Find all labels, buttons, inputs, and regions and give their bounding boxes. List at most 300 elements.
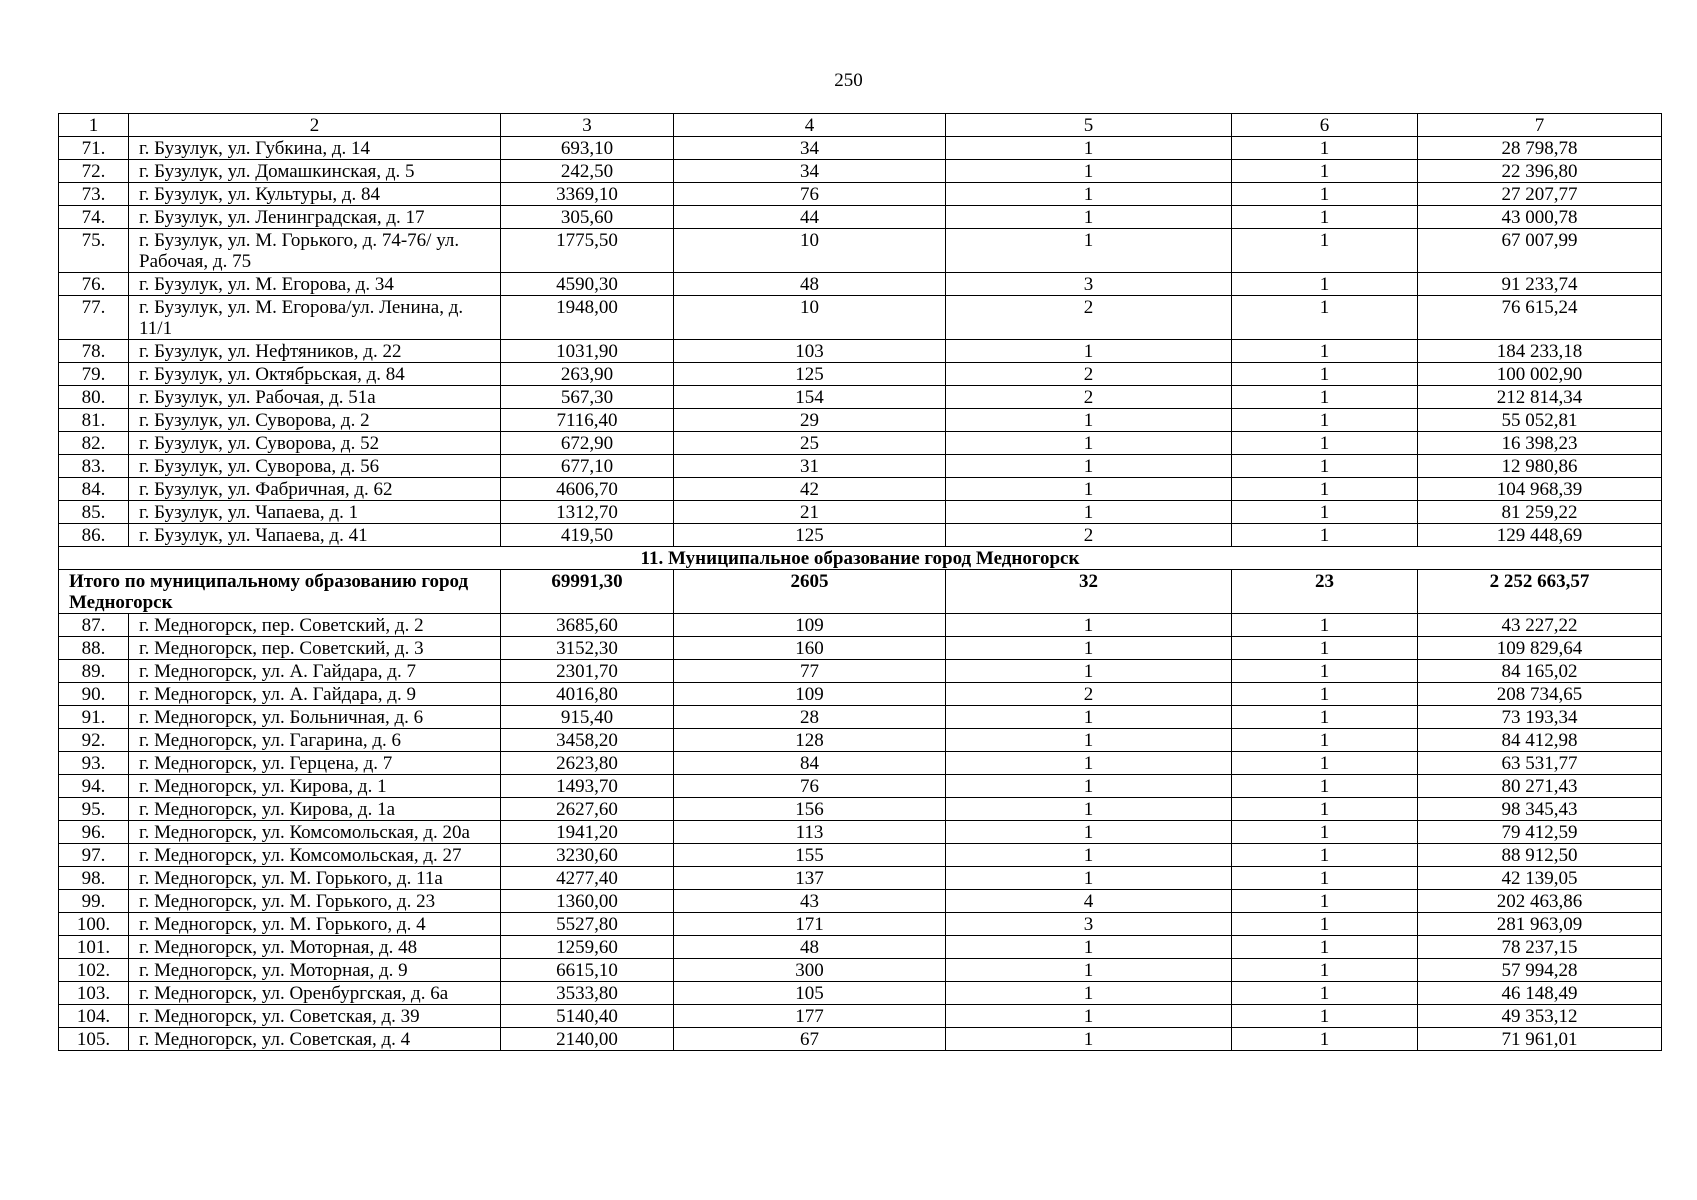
amount-cell: 98 345,43 xyxy=(1418,798,1662,821)
column-number: 1 xyxy=(59,114,129,137)
table-row xyxy=(59,455,1662,478)
address-cell: г. Бузулук, ул. Суворова, д. 56 xyxy=(129,455,501,478)
table-row xyxy=(59,273,1662,296)
col4-cell: 109 xyxy=(674,683,946,706)
table-row xyxy=(59,206,1662,229)
col5-cell: 1 xyxy=(946,798,1232,821)
table-row xyxy=(59,409,1662,432)
address-cell: г. Медногорск, ул. М. Горького, д. 23 xyxy=(129,890,501,913)
row-number: 95. xyxy=(59,798,129,821)
col6-cell: 1 xyxy=(1232,729,1418,752)
area-cell: 4590,30 xyxy=(501,273,674,296)
col4-cell: 171 xyxy=(674,913,946,936)
col4-cell: 76 xyxy=(674,775,946,798)
col5-cell: 1 xyxy=(946,1028,1232,1051)
table-row xyxy=(59,432,1662,455)
col6-cell: 1 xyxy=(1232,752,1418,775)
amount-cell: 67 007,99 xyxy=(1418,229,1662,273)
col4-cell: 177 xyxy=(674,1005,946,1028)
address-cell: г. Медногорск, ул. Оренбургская, д. 6а xyxy=(129,982,501,1005)
table-body xyxy=(59,114,1662,1051)
col6-cell: 1 xyxy=(1232,386,1418,409)
row-number: 96. xyxy=(59,821,129,844)
area-cell: 672,90 xyxy=(501,432,674,455)
page-number: 250 xyxy=(834,70,863,91)
col5-cell: 1 xyxy=(946,706,1232,729)
col5-cell: 1 xyxy=(946,982,1232,1005)
table-row xyxy=(59,340,1662,363)
col6-cell: 1 xyxy=(1232,890,1418,913)
amount-cell: 208 734,65 xyxy=(1418,683,1662,706)
section-heading-row xyxy=(59,547,1662,570)
row-number: 81. xyxy=(59,409,129,432)
row-number: 72. xyxy=(59,160,129,183)
col4-cell: 128 xyxy=(674,729,946,752)
table-row xyxy=(59,1028,1662,1051)
row-number: 90. xyxy=(59,683,129,706)
col5-cell: 2 xyxy=(946,386,1232,409)
table-row xyxy=(59,524,1662,547)
table-row xyxy=(59,478,1662,501)
total-row xyxy=(59,570,1662,614)
table-row xyxy=(59,798,1662,821)
col4-cell: 44 xyxy=(674,206,946,229)
row-number: 94. xyxy=(59,775,129,798)
table-row xyxy=(59,363,1662,386)
col6-cell: 1 xyxy=(1232,229,1418,273)
address-cell: г. Бузулук, ул. Губкина, д. 14 xyxy=(129,137,501,160)
col6-cell: 1 xyxy=(1232,775,1418,798)
amount-cell: 88 912,50 xyxy=(1418,844,1662,867)
address-cell: г. Бузулук, ул. Суворова, д. 2 xyxy=(129,409,501,432)
address-cell: г. Медногорск, ул. М. Горького, д. 11а xyxy=(129,867,501,890)
col5-cell: 1 xyxy=(946,455,1232,478)
col6-cell: 1 xyxy=(1232,867,1418,890)
address-cell: г. Медногорск, ул. Советская, д. 39 xyxy=(129,1005,501,1028)
col4-cell: 31 xyxy=(674,455,946,478)
area-cell: 3369,10 xyxy=(501,183,674,206)
row-number: 91. xyxy=(59,706,129,729)
row-number: 71. xyxy=(59,137,129,160)
col5-cell: 1 xyxy=(946,614,1232,637)
area-cell: 263,90 xyxy=(501,363,674,386)
col6-cell: 1 xyxy=(1232,614,1418,637)
address-cell: г. Бузулук, ул. Суворова, д. 52 xyxy=(129,432,501,455)
col4-cell: 29 xyxy=(674,409,946,432)
col6-cell: 1 xyxy=(1232,206,1418,229)
col4-cell: 160 xyxy=(674,637,946,660)
area-cell: 3685,60 xyxy=(501,614,674,637)
col4-cell: 300 xyxy=(674,959,946,982)
address-cell: г. Медногорск, ул. А. Гайдара, д. 9 xyxy=(129,683,501,706)
table-row xyxy=(59,183,1662,206)
col4-cell: 48 xyxy=(674,936,946,959)
col6-cell: 1 xyxy=(1232,432,1418,455)
area-cell: 5527,80 xyxy=(501,913,674,936)
amount-cell: 57 994,28 xyxy=(1418,959,1662,982)
area-cell: 1312,70 xyxy=(501,501,674,524)
address-cell: г. Бузулук, ул. М. Егорова/ул. Ленина, д. 11/1 xyxy=(129,296,501,340)
amount-cell: 73 193,34 xyxy=(1418,706,1662,729)
address-cell: г. Бузулук, ул. М. Горького, д. 74-76/ ул. Рабочая, д. 75 xyxy=(129,229,501,273)
total-col6: 23 xyxy=(1232,570,1418,614)
amount-cell: 202 463,86 xyxy=(1418,890,1662,913)
amount-cell: 71 961,01 xyxy=(1418,1028,1662,1051)
col4-cell: 155 xyxy=(674,844,946,867)
column-number: 2 xyxy=(129,114,501,137)
address-cell: г. Бузулук, ул. Культуры, д. 84 xyxy=(129,183,501,206)
col4-cell: 21 xyxy=(674,501,946,524)
area-cell: 2627,60 xyxy=(501,798,674,821)
col4-cell: 43 xyxy=(674,890,946,913)
amount-cell: 84 412,98 xyxy=(1418,729,1662,752)
col6-cell: 1 xyxy=(1232,913,1418,936)
address-cell: г. Бузулук, ул. Домашкинская, д. 5 xyxy=(129,160,501,183)
area-cell: 2623,80 xyxy=(501,752,674,775)
row-number: 83. xyxy=(59,455,129,478)
col5-cell: 1 xyxy=(946,867,1232,890)
table-row xyxy=(59,1005,1662,1028)
col5-cell: 1 xyxy=(946,340,1232,363)
table-row xyxy=(59,913,1662,936)
col4-cell: 34 xyxy=(674,160,946,183)
area-cell: 5140,40 xyxy=(501,1005,674,1028)
col6-cell: 1 xyxy=(1232,183,1418,206)
area-cell: 1259,60 xyxy=(501,936,674,959)
row-number: 78. xyxy=(59,340,129,363)
table-row xyxy=(59,296,1662,340)
amount-cell: 12 980,86 xyxy=(1418,455,1662,478)
column-number-row xyxy=(59,114,1662,137)
row-number: 99. xyxy=(59,890,129,913)
col5-cell: 1 xyxy=(946,660,1232,683)
total-amount: 2 252 663,57 xyxy=(1418,570,1662,614)
amount-cell: 76 615,24 xyxy=(1418,296,1662,340)
col6-cell: 1 xyxy=(1232,660,1418,683)
area-cell: 915,40 xyxy=(501,706,674,729)
col5-cell: 1 xyxy=(946,409,1232,432)
address-cell: г. Медногорск, ул. Кирова, д. 1а xyxy=(129,798,501,821)
col4-cell: 76 xyxy=(674,183,946,206)
amount-cell: 81 259,22 xyxy=(1418,501,1662,524)
amount-cell: 22 396,80 xyxy=(1418,160,1662,183)
col4-cell: 10 xyxy=(674,296,946,340)
row-number: 79. xyxy=(59,363,129,386)
amount-cell: 80 271,43 xyxy=(1418,775,1662,798)
col5-cell: 2 xyxy=(946,524,1232,547)
col5-cell: 1 xyxy=(946,183,1232,206)
col6-cell: 1 xyxy=(1232,798,1418,821)
col5-cell: 1 xyxy=(946,775,1232,798)
col5-cell: 3 xyxy=(946,913,1232,936)
address-cell: г. Медногорск, ул. Кирова, д. 1 xyxy=(129,775,501,798)
row-number: 73. xyxy=(59,183,129,206)
col4-cell: 109 xyxy=(674,614,946,637)
col4-cell: 25 xyxy=(674,432,946,455)
col5-cell: 1 xyxy=(946,936,1232,959)
column-number: 6 xyxy=(1232,114,1418,137)
address-cell: г. Медногорск, ул. Комсомольская, д. 20а xyxy=(129,821,501,844)
col5-cell: 2 xyxy=(946,683,1232,706)
table-row xyxy=(59,752,1662,775)
table-row xyxy=(59,637,1662,660)
area-cell: 305,60 xyxy=(501,206,674,229)
table-row xyxy=(59,867,1662,890)
col4-cell: 156 xyxy=(674,798,946,821)
address-cell: г. Бузулук, ул. Чапаева, д. 41 xyxy=(129,524,501,547)
column-number: 7 xyxy=(1418,114,1662,137)
row-number: 84. xyxy=(59,478,129,501)
amount-cell: 109 829,64 xyxy=(1418,637,1662,660)
col6-cell: 1 xyxy=(1232,683,1418,706)
address-cell: г. Медногорск, ул. Моторная, д. 48 xyxy=(129,936,501,959)
amount-cell: 78 237,15 xyxy=(1418,936,1662,959)
col4-cell: 67 xyxy=(674,1028,946,1051)
address-cell: г. Бузулук, ул. Ленинградская, д. 17 xyxy=(129,206,501,229)
row-number: 92. xyxy=(59,729,129,752)
area-cell: 1775,50 xyxy=(501,229,674,273)
row-number: 82. xyxy=(59,432,129,455)
address-cell: г. Бузулук, ул. Чапаева, д. 1 xyxy=(129,501,501,524)
col5-cell: 2 xyxy=(946,363,1232,386)
row-number: 104. xyxy=(59,1005,129,1028)
col6-cell: 1 xyxy=(1232,409,1418,432)
row-number: 85. xyxy=(59,501,129,524)
col5-cell: 1 xyxy=(946,752,1232,775)
col5-cell: 1 xyxy=(946,206,1232,229)
table-row xyxy=(59,160,1662,183)
amount-cell: 27 207,77 xyxy=(1418,183,1662,206)
col5-cell: 1 xyxy=(946,137,1232,160)
row-number: 100. xyxy=(59,913,129,936)
table-row xyxy=(59,706,1662,729)
address-cell: г. Медногорск, ул. М. Горького, д. 4 xyxy=(129,913,501,936)
address-cell: г. Медногорск, пер. Советский, д. 3 xyxy=(129,637,501,660)
col6-cell: 1 xyxy=(1232,363,1418,386)
amount-cell: 100 002,90 xyxy=(1418,363,1662,386)
row-number: 86. xyxy=(59,524,129,547)
col6-cell: 1 xyxy=(1232,1005,1418,1028)
amount-cell: 91 233,74 xyxy=(1418,273,1662,296)
amount-cell: 63 531,77 xyxy=(1418,752,1662,775)
table-row xyxy=(59,982,1662,1005)
area-cell: 7116,40 xyxy=(501,409,674,432)
amount-cell: 281 963,09 xyxy=(1418,913,1662,936)
address-cell: г. Медногорск, ул. А. Гайдара, д. 7 xyxy=(129,660,501,683)
col4-cell: 125 xyxy=(674,363,946,386)
row-number: 105. xyxy=(59,1028,129,1051)
col6-cell: 1 xyxy=(1232,501,1418,524)
col4-cell: 77 xyxy=(674,660,946,683)
amount-cell: 28 798,78 xyxy=(1418,137,1662,160)
col6-cell: 1 xyxy=(1232,340,1418,363)
area-cell: 3458,20 xyxy=(501,729,674,752)
table-row xyxy=(59,229,1662,273)
amount-cell: 49 353,12 xyxy=(1418,1005,1662,1028)
col5-cell: 1 xyxy=(946,160,1232,183)
table-row xyxy=(59,821,1662,844)
area-cell: 4606,70 xyxy=(501,478,674,501)
amount-cell: 104 968,39 xyxy=(1418,478,1662,501)
col4-cell: 34 xyxy=(674,137,946,160)
table-row xyxy=(59,844,1662,867)
amount-cell: 84 165,02 xyxy=(1418,660,1662,683)
address-cell: г. Медногорск, ул. Моторная, д. 9 xyxy=(129,959,501,982)
col6-cell: 1 xyxy=(1232,524,1418,547)
amount-cell: 79 412,59 xyxy=(1418,821,1662,844)
area-cell: 1031,90 xyxy=(501,340,674,363)
address-cell: г. Медногорск, ул. Больничная, д. 6 xyxy=(129,706,501,729)
col5-cell: 1 xyxy=(946,959,1232,982)
total-label: Итого по муниципальному образованию город Медногорск xyxy=(59,570,501,614)
total-col4: 2605 xyxy=(674,570,946,614)
area-cell: 1941,20 xyxy=(501,821,674,844)
row-number: 77. xyxy=(59,296,129,340)
data-table xyxy=(58,113,1662,1051)
area-cell: 677,10 xyxy=(501,455,674,478)
table-row xyxy=(59,936,1662,959)
area-cell: 4277,40 xyxy=(501,867,674,890)
row-number: 101. xyxy=(59,936,129,959)
col6-cell: 1 xyxy=(1232,455,1418,478)
area-cell: 2301,70 xyxy=(501,660,674,683)
col4-cell: 84 xyxy=(674,752,946,775)
area-cell: 4016,80 xyxy=(501,683,674,706)
table-row xyxy=(59,137,1662,160)
col4-cell: 28 xyxy=(674,706,946,729)
address-cell: г. Медногорск, ул. Комсомольская, д. 27 xyxy=(129,844,501,867)
address-cell: г. Бузулук, ул. М. Егорова, д. 34 xyxy=(129,273,501,296)
column-number: 5 xyxy=(946,114,1232,137)
amount-cell: 184 233,18 xyxy=(1418,340,1662,363)
area-cell: 3230,60 xyxy=(501,844,674,867)
col5-cell: 1 xyxy=(946,432,1232,455)
amount-cell: 43 227,22 xyxy=(1418,614,1662,637)
amount-cell: 129 448,69 xyxy=(1418,524,1662,547)
col6-cell: 1 xyxy=(1232,959,1418,982)
address-cell: г. Медногорск, пер. Советский, д. 2 xyxy=(129,614,501,637)
area-cell: 1948,00 xyxy=(501,296,674,340)
col4-cell: 48 xyxy=(674,273,946,296)
area-cell: 567,30 xyxy=(501,386,674,409)
area-cell: 242,50 xyxy=(501,160,674,183)
table-row xyxy=(59,660,1662,683)
col6-cell: 1 xyxy=(1232,982,1418,1005)
row-number: 88. xyxy=(59,637,129,660)
col4-cell: 154 xyxy=(674,386,946,409)
col4-cell: 125 xyxy=(674,524,946,547)
table-row xyxy=(59,386,1662,409)
col6-cell: 1 xyxy=(1232,1028,1418,1051)
table-row xyxy=(59,959,1662,982)
col5-cell: 1 xyxy=(946,729,1232,752)
col6-cell: 1 xyxy=(1232,137,1418,160)
row-number: 87. xyxy=(59,614,129,637)
address-cell: г. Бузулук, ул. Нефтяников, д. 22 xyxy=(129,340,501,363)
col5-cell: 3 xyxy=(946,273,1232,296)
col4-cell: 137 xyxy=(674,867,946,890)
table-row xyxy=(59,890,1662,913)
col6-cell: 1 xyxy=(1232,706,1418,729)
column-number: 4 xyxy=(674,114,946,137)
col5-cell: 1 xyxy=(946,821,1232,844)
col6-cell: 1 xyxy=(1232,478,1418,501)
address-cell: г. Медногорск, ул. Герцена, д. 7 xyxy=(129,752,501,775)
address-cell: г. Медногорск, ул. Советская, д. 4 xyxy=(129,1028,501,1051)
area-cell: 693,10 xyxy=(501,137,674,160)
table-row xyxy=(59,501,1662,524)
area-cell: 419,50 xyxy=(501,524,674,547)
table-row xyxy=(59,729,1662,752)
col6-cell: 1 xyxy=(1232,637,1418,660)
row-number: 103. xyxy=(59,982,129,1005)
col4-cell: 10 xyxy=(674,229,946,273)
row-number: 76. xyxy=(59,273,129,296)
section-heading: 11. Муниципальное образование город Медногорск xyxy=(59,547,1662,570)
address-cell: г. Бузулук, ул. Фабричная, д. 62 xyxy=(129,478,501,501)
row-number: 97. xyxy=(59,844,129,867)
total-area: 69991,30 xyxy=(501,570,674,614)
col6-cell: 1 xyxy=(1232,821,1418,844)
amount-cell: 42 139,05 xyxy=(1418,867,1662,890)
col5-cell: 1 xyxy=(946,637,1232,660)
col4-cell: 103 xyxy=(674,340,946,363)
column-number: 3 xyxy=(501,114,674,137)
address-cell: г. Медногорск, ул. Гагарина, д. 6 xyxy=(129,729,501,752)
col6-cell: 1 xyxy=(1232,936,1418,959)
area-cell: 1493,70 xyxy=(501,775,674,798)
amount-cell: 43 000,78 xyxy=(1418,206,1662,229)
col4-cell: 42 xyxy=(674,478,946,501)
col6-cell: 1 xyxy=(1232,273,1418,296)
col4-cell: 113 xyxy=(674,821,946,844)
col5-cell: 4 xyxy=(946,890,1232,913)
col5-cell: 1 xyxy=(946,1005,1232,1028)
total-col5: 32 xyxy=(946,570,1232,614)
table-row xyxy=(59,775,1662,798)
area-cell: 3152,30 xyxy=(501,637,674,660)
row-number: 75. xyxy=(59,229,129,273)
row-number: 89. xyxy=(59,660,129,683)
table-row xyxy=(59,614,1662,637)
col5-cell: 1 xyxy=(946,478,1232,501)
col5-cell: 1 xyxy=(946,501,1232,524)
row-number: 98. xyxy=(59,867,129,890)
area-cell: 3533,80 xyxy=(501,982,674,1005)
area-cell: 1360,00 xyxy=(501,890,674,913)
row-number: 74. xyxy=(59,206,129,229)
area-cell: 2140,00 xyxy=(501,1028,674,1051)
row-number: 93. xyxy=(59,752,129,775)
col6-cell: 1 xyxy=(1232,296,1418,340)
col6-cell: 1 xyxy=(1232,160,1418,183)
col5-cell: 1 xyxy=(946,844,1232,867)
address-cell: г. Бузулук, ул. Октябрьская, д. 84 xyxy=(129,363,501,386)
col5-cell: 2 xyxy=(946,296,1232,340)
col5-cell: 1 xyxy=(946,229,1232,273)
address-cell: г. Бузулук, ул. Рабочая, д. 51а xyxy=(129,386,501,409)
amount-cell: 16 398,23 xyxy=(1418,432,1662,455)
table-row xyxy=(59,683,1662,706)
amount-cell: 212 814,34 xyxy=(1418,386,1662,409)
amount-cell: 46 148,49 xyxy=(1418,982,1662,1005)
row-number: 80. xyxy=(59,386,129,409)
area-cell: 6615,10 xyxy=(501,959,674,982)
col4-cell: 105 xyxy=(674,982,946,1005)
col6-cell: 1 xyxy=(1232,844,1418,867)
amount-cell: 55 052,81 xyxy=(1418,409,1662,432)
row-number: 102. xyxy=(59,959,129,982)
